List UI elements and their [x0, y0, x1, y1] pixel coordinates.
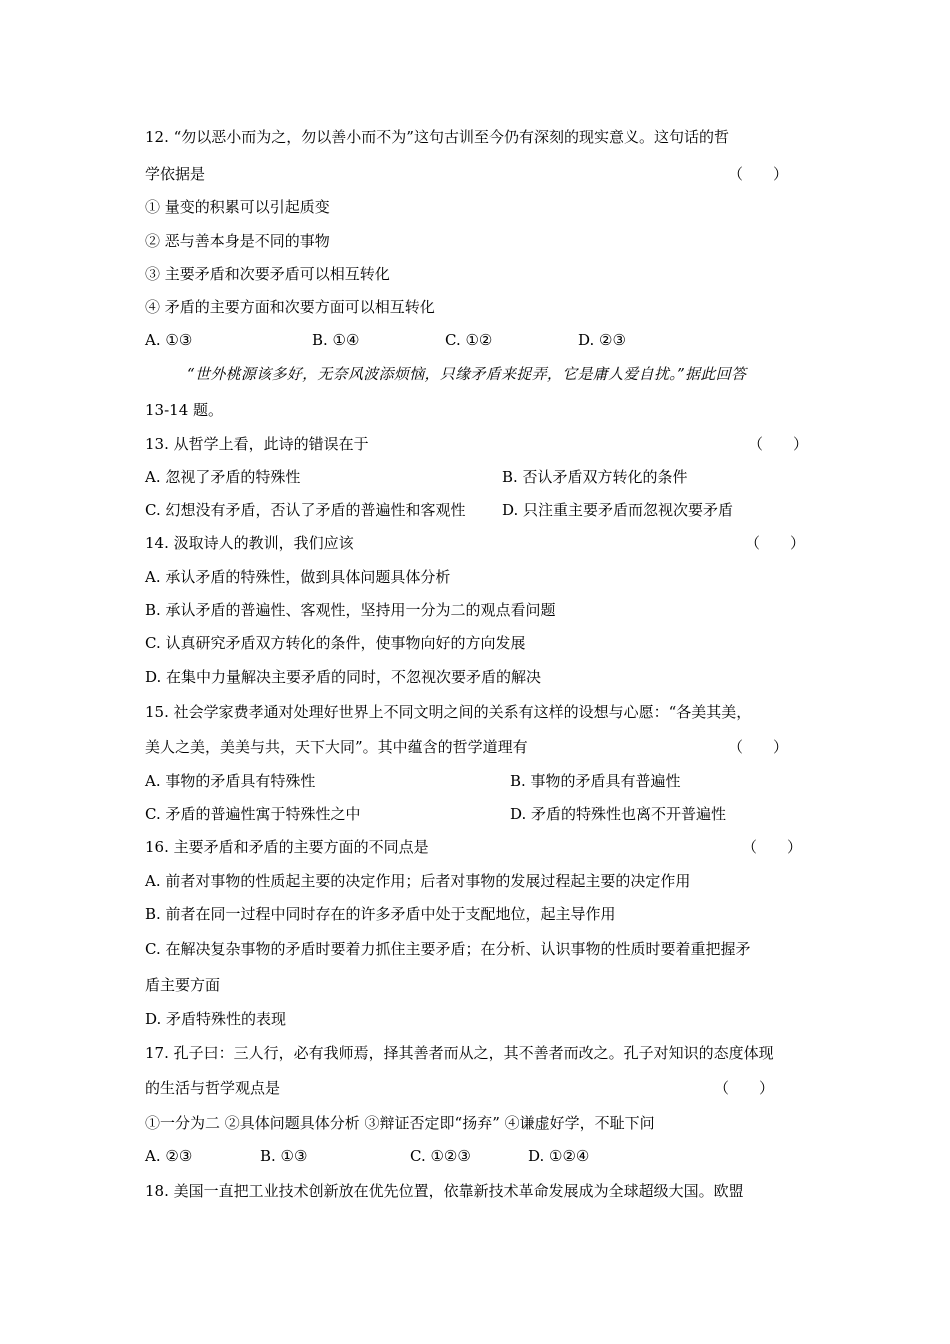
passage-line2: 13-14 题。	[145, 401, 224, 419]
q12-option-c: C. ①②	[445, 331, 493, 349]
q13-answer-paren: （ ）	[748, 435, 809, 453]
q15-stem-line1: 15. 社会学家费孝通对处理好世界上不同文明之间的关系有这样的设想与心愿：“各美其美，	[145, 703, 752, 721]
q16-answer-paren: （ ）	[742, 838, 803, 856]
q18-stem-line1: 18. 美国一直把工业技术创新放在优先位置，依靠新技术革命发展成为全球超级大国。欧盟	[145, 1182, 744, 1200]
q12-stem-line2: 学依据是	[145, 165, 206, 183]
q15-option-d: D. 矛盾的特殊性也离不开普遍性	[510, 805, 727, 823]
q14-option-c: C. 认真研究矛盾双方转化的条件，使事物向好的方向发展	[145, 634, 526, 652]
q17-option-c: C. ①②③	[410, 1147, 471, 1165]
q15-option-a: A. 事物的矛盾具有特殊性	[145, 772, 316, 790]
q17-option-d: D. ①②④	[528, 1147, 590, 1165]
q14-option-d: D. 在集中力量解决主要矛盾的同时，不忽视次要矛盾的解决	[145, 668, 542, 686]
q17-stem-line1: 17. 孔子曰：三人行，必有我师焉，择其善者而从之，其不善者而改之。孔子对知识的态度体现	[145, 1044, 774, 1062]
q12-option-d: D. ②③	[578, 331, 626, 349]
q12-item-3: ③ 主要矛盾和次要矛盾可以相互转化	[145, 265, 390, 283]
q14-stem: 14. 汲取诗人的教训，我们应该	[145, 534, 354, 552]
q16-option-c-line2: 盾主要方面	[145, 976, 221, 994]
q17-stem-line2: 的生活与哲学观点是	[145, 1079, 281, 1097]
passage-line1: “世外桃源该多好，无奈风波添烦恼，只缘矛盾来捉弄，它是庸人爱自扰。”据此回答	[187, 365, 747, 383]
q17-option-a: A. ②③	[145, 1147, 193, 1165]
q15-option-b: B. 事物的矛盾具有普遍性	[510, 772, 681, 790]
q17-option-b: B. ①③	[260, 1147, 308, 1165]
q12-option-b: B. ①④	[312, 331, 360, 349]
q14-option-a: A. 承认矛盾的特殊性，做到具体问题具体分析	[145, 568, 451, 586]
q12-item-4: ④ 矛盾的主要方面和次要方面可以相互转化	[145, 298, 435, 316]
q15-stem-line2: 美人之美，美美与共，天下大同”。其中蕴含的哲学道理有	[145, 738, 528, 756]
q12-answer-paren: （ ）	[728, 165, 789, 183]
q17-answer-paren: （ ）	[714, 1079, 775, 1097]
q16-option-b: B. 前者在同一过程中同时存在的许多矛盾中处于支配地位，起主导作用	[145, 905, 616, 923]
q13-option-b: B. 否认矛盾双方转化的条件	[502, 468, 688, 486]
q16-stem: 16. 主要矛盾和矛盾的主要方面的不同点是	[145, 838, 429, 856]
q13-option-a: A. 忽视了矛盾的特殊性	[145, 468, 301, 486]
q13-option-c: C. 幻想没有矛盾，否认了矛盾的普遍性和客观性	[145, 501, 466, 519]
q13-option-d: D. 只注重主要矛盾而忽视次要矛盾	[502, 501, 734, 519]
q15-answer-paren: （ ）	[728, 738, 789, 756]
q16-option-a: A. 前者对事物的性质起主要的决定作用；后者对事物的发展过程起主要的决定作用	[145, 872, 691, 890]
q12-item-1: ① 量变的积累可以引起质变	[145, 198, 330, 216]
q15-option-c: C. 矛盾的普遍性寓于特殊性之中	[145, 805, 361, 823]
q12-stem-line1: 12. “勿以恶小而为之，勿以善小而不为”这句古训至今仍有深刻的现实意义。这句话的哲	[145, 128, 729, 146]
q14-answer-paren: （ ）	[745, 534, 806, 552]
q12-option-a: A. ①③	[145, 331, 193, 349]
q13-stem: 13. 从哲学上看，此诗的错误在于	[145, 435, 369, 453]
q14-option-b: B. 承认矛盾的普遍性、客观性，坚持用一分为二的观点看问题	[145, 601, 556, 619]
q16-option-d: D. 矛盾特殊性的表现	[145, 1010, 287, 1028]
q16-option-c-line1: C. 在解决复杂事物的矛盾时要着力抓住主要矛盾；在分析、认识事物的性质时要着重把握矛	[145, 940, 751, 958]
q12-item-2: ② 恶与善本身是不同的事物	[145, 232, 330, 250]
q17-items: ①一分为二 ②具体问题具体分析 ③辩证否定即“扬弃” ④谦虚好学，不耻下问	[145, 1114, 655, 1132]
